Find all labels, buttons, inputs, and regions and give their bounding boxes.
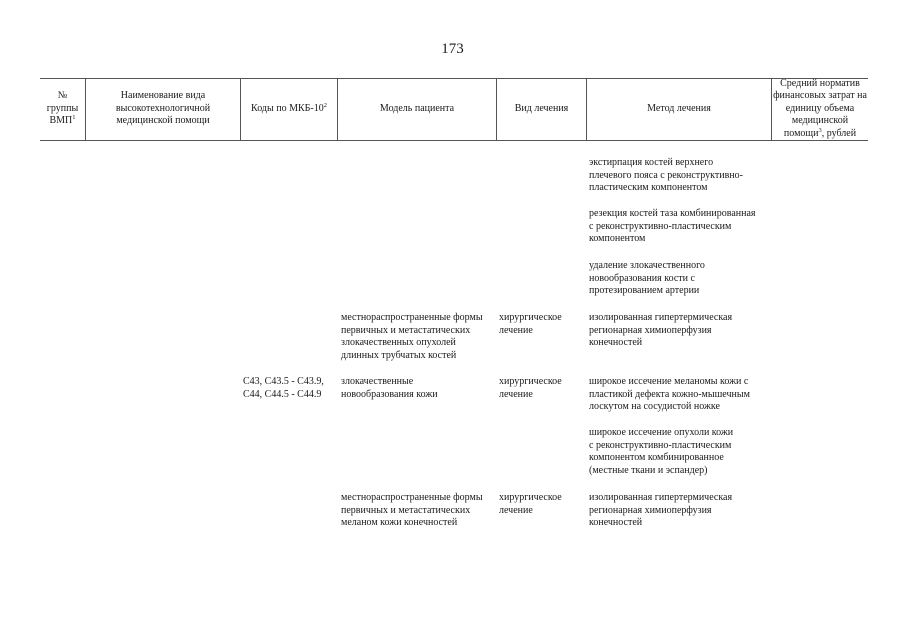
patient-model-cell: местнораспространенные формы первичных и метастатических злокачественных опухолей длинных трубчатых костей — [341, 312, 483, 361]
header-treatment-type — [497, 78, 586, 140]
method-cell: резекция костей таза комбинированная с реконструктивно-пластическим компонентом — [589, 208, 756, 244]
header-vmp-name-label: Наименование вида высокотехнологичной медицинской помощи — [115, 90, 211, 127]
method-cell: широкое иссечение опухоли кожи с реконструктивно-пластическим компонентом комбинированное (местные ткани и эспандер) — [589, 427, 734, 476]
header-icd-codes-label: Коды по МКБ-10 — [251, 102, 324, 114]
header-treatment-method — [587, 78, 771, 140]
header-group-number-label: № группы ВМП — [46, 90, 79, 127]
table-header-bottom-border — [40, 140, 868, 141]
method-cell: экстирпация костей верхнего плечевого пояса с реконструктивно- пластическим компонентом — [589, 157, 743, 193]
header-treatment-method-label: Метод лечения — [647, 102, 711, 114]
header-patient-model-label: Модель пациента — [379, 102, 455, 114]
method-cell: удаление злокачественного новообразования кости с протезированием артерии — [589, 260, 705, 296]
page-number: 173 — [441, 41, 464, 57]
treatment-type-cell: хирургическое лечение — [499, 312, 562, 336]
header-treatment-type-label: Вид лечения — [514, 102, 569, 114]
method-cell: широкое иссечение меланомы кожи с пластикой дефекта кожно-мышечным лоскутом на сосудистой ножке — [589, 376, 750, 412]
header-group-number — [40, 78, 85, 140]
header-cost-standard-label: Средний норматив финансовых затрат на единицу объема медицинской помощи — [773, 77, 867, 139]
treatment-type-cell: хирургическое лечение — [499, 376, 562, 400]
header-icd-codes-footnote: 2 — [323, 101, 327, 109]
header-cost-standard-footnote: 3 — [818, 126, 822, 134]
treatment-type-cell: хирургическое лечение — [499, 492, 562, 516]
header-vmp-name — [86, 78, 240, 140]
icd-codes-cell: C43, C43.5 - C43.9, C44, C44.5 - C44.9 — [243, 376, 324, 400]
header-group-number-footnote: 1 — [72, 114, 76, 122]
header-icd-codes — [241, 78, 337, 140]
header-cost-standard — [772, 78, 868, 140]
method-cell: изолированная гипертермическая регионарная химиоперфузия конечностей — [589, 312, 733, 348]
header-patient-model — [338, 78, 496, 140]
patient-model-cell: злокачественные новообразования кожи — [341, 376, 438, 400]
method-cell: изолированная гипертермическая регионарная химиоперфузия конечностей — [589, 492, 733, 528]
header-cost-standard-unit: , рублей — [821, 127, 857, 139]
patient-model-cell: местнораспространенные формы первичных и метастатических меланом кожи конечностей — [341, 492, 483, 528]
